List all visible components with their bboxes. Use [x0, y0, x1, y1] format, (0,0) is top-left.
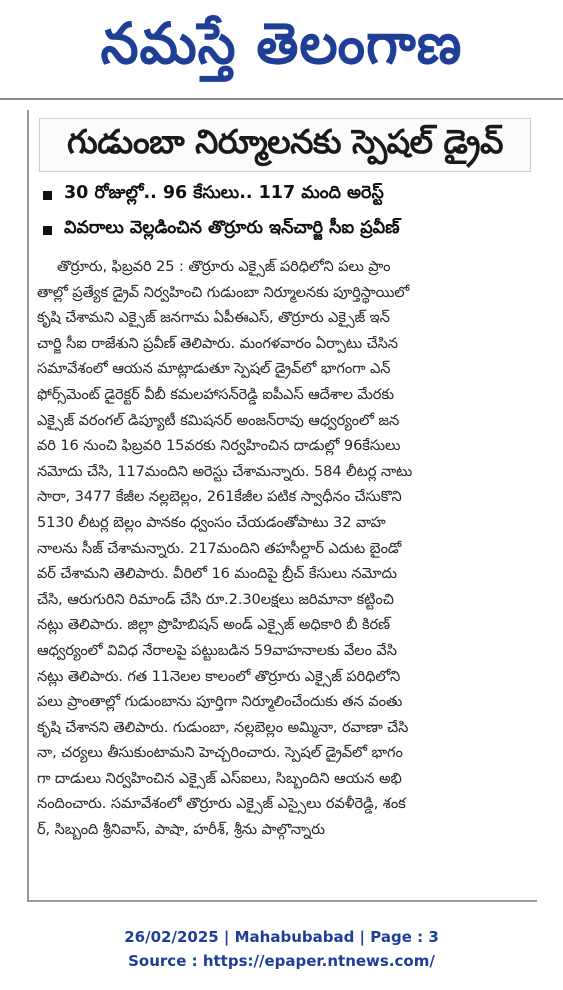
- article-body: [37, 254, 531, 843]
- subhead-text: వివరాలు వెల్లడించిన తొర్రూరు ఇన్‌చార్జి సీఐ ప్రవీణ్: [64, 218, 400, 238]
- body-line: వర్ చేశామని తెలిపారు. వీరిలో 16 మందిపై బ్రీచ్ కేసులు నమోదు: [37, 565, 397, 583]
- article-headline: గుడుంబా నిర్మూలనకు స్పెషల్ డ్రైవ్: [67, 121, 503, 161]
- body-line: నాలను సీజ్ చేశామన్నారు. 217మందిని తహసీల్దార్ ఎదుట బైండో: [37, 539, 402, 557]
- body-line: తొర్రూరు, ఫిబ్రవరి 25 : తొర్రూరు ఎక్సైజ్ పరిధిలోని పలు ప్రాం: [57, 258, 391, 275]
- body-line: 5130 లీటర్ల బెల్లం పానకం ధ్వంసం చేయడంతోపాటు 32 వాహ: [37, 513, 386, 531]
- footer-source-link[interactable]: Source : https://epaper.ntnews.com/: [128, 952, 435, 970]
- body-line: కృషి చేశానని తెలిపారు. గుడుంబా, నల్లబెల్లం అమ్మినా, రవాణా చేసి: [37, 718, 409, 736]
- news-article: [27, 110, 537, 902]
- subhead-text: 30 రోజుల్లో.. 96 కేసులు.. 117 మంది అరెస్ట్: [64, 183, 384, 203]
- subhead-1: [39, 181, 384, 209]
- body-line: సారా, 3477 కేజీల నల్లబెల్లం, 261కేజీల పటిక స్వాధీనం చేసుకొని: [37, 488, 402, 506]
- body-line: ఫోర్స్‌మెంట్ డైరెక్టర్ వీబీ కమలహాసన్‌రెడ్డి ఐపీఎస్ ఆదేశాల మేరకు: [37, 385, 394, 403]
- body-line: చేసి, ఆరుగురిని రిమాండ్ చేసి రూ.2.30లక్షలు జరిమానా కట్టించి: [37, 590, 394, 608]
- body-line: నమోదు చేసి, 117మందిని అరెస్టు చేశామన్నారు. 584 లీటర్ల నాటు: [37, 462, 413, 480]
- masthead: [0, 0, 563, 88]
- bullet-square-icon: [43, 191, 52, 200]
- masthead-divider: [0, 98, 563, 100]
- body-line: వరి 16 నుంచి ఫిబ్రవరి 15వరకు నిర్వహించిన దాడుల్లో 96కేసులు: [37, 437, 401, 455]
- body-line: ఎక్సైజ్ వరంగల్ డిప్యూటీ కమిషనర్ అంజన్‌రావు ఆధ్వర్యంలో జన: [37, 411, 400, 429]
- body-line: ర్, సిబ్బంది శ్రీనివాస్, పాషా, హరీశ్, శ్రీను పాల్గొన్నారు: [37, 821, 325, 839]
- footer-date-edition: 26/02/2025 | Mahabubabad | Page : 3: [124, 928, 439, 946]
- body-line: తాల్లో ప్రత్యేక డ్రైవ్ నిర్వహించి గుడుంబా నిర్మూలనకు పూర్తిస్థాయిలో: [37, 283, 410, 301]
- body-line: నా, చర్యలు తీసుకుంటామని హెచ్చరించారు. స్పెషల్ డ్రైవ్‌లో భాగం: [37, 744, 403, 762]
- headline-box: [39, 118, 531, 172]
- body-line: ఆధ్వర్యంలో వివిధ నేరాలపై పట్టుబడిన 59వాహనాలకు వేలం వేసి: [37, 641, 397, 659]
- body-line: నట్లు తెలిపారు. జిల్లా ప్రొహిబిషన్ అండ్ ఎక్సైజ్ అధికారి బీ కిరణ్: [37, 616, 391, 634]
- body-line: గా దాడులు నిర్వహించిన ఎక్సైజ్ ఎస్‌ఐలు, సిబ్బందిని ఆయన అభి: [37, 769, 402, 787]
- newspaper-title: నమస్తే తెలంగాణ: [100, 10, 463, 77]
- body-line: సమావేశంలో ఆయన మాట్లాడుతూ స్పెషల్ డ్రైవ్‌లో భాగంగా ఎన్: [37, 360, 391, 378]
- body-line: పలు ప్రాంతాల్లో గుడుంబాను పూర్తిగా నిర్మూలించేందుకు తన వంతు: [37, 693, 403, 711]
- body-line: చార్జి సీఐ రాజేశుని ప్రవీణ్ తెలిపారు. మంగళవారం ఏర్పాటు చేసిన: [37, 334, 398, 352]
- bullet-square-icon: [43, 226, 52, 235]
- body-line: నట్లు తెలిపారు. గత 11నెలల కాలంలో తొర్రూరు ఎక్సైజ్ పరిధిలోని: [37, 667, 401, 685]
- body-line: నందించారు. సమావేశంలో తొర్రూరు ఎక్సైజ్ ఎస్సైలు రవళీరెడ్డి, శంక: [37, 795, 406, 813]
- body-line: కృషి చేశామని ఎక్సైజ్ జనగామ ఏపీఈఎస్, తొర్రూరు ఎక్సైజ్ ఇన్: [37, 309, 390, 327]
- subhead-2: [39, 216, 400, 244]
